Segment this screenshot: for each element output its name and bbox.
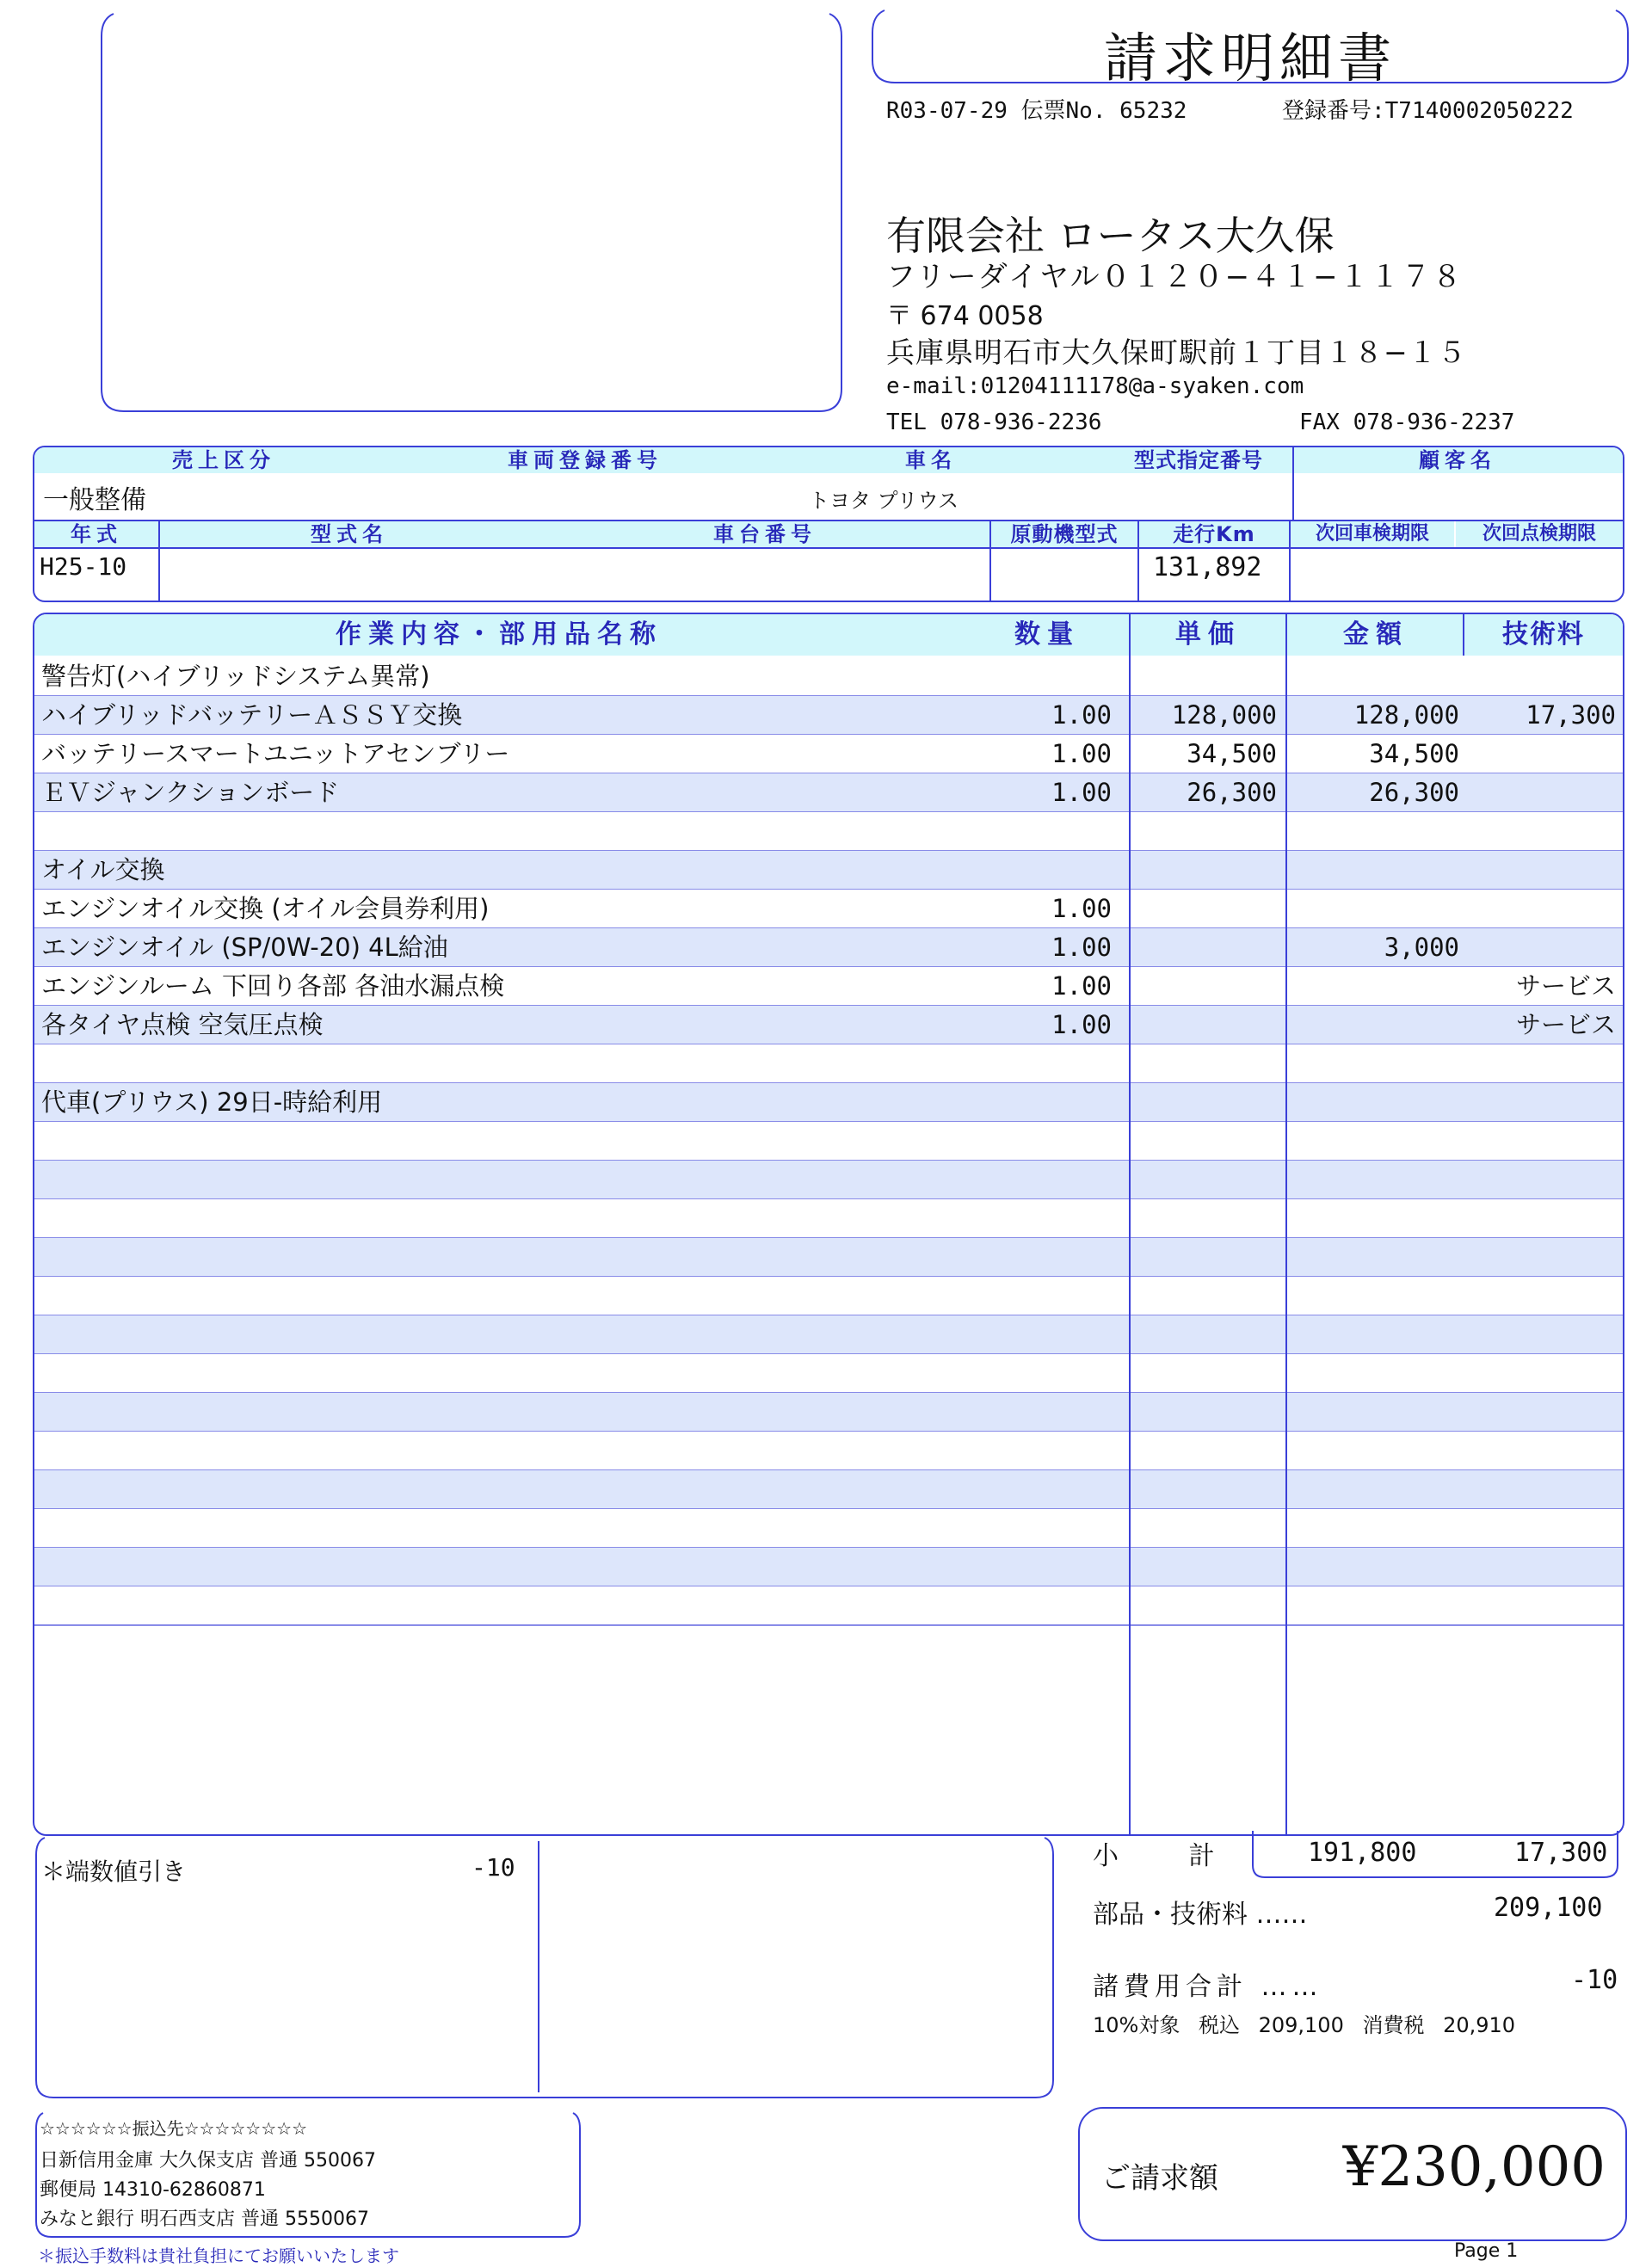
table-row xyxy=(34,773,1623,811)
col-header-unit: 単価 xyxy=(1131,614,1285,656)
row-qty: 1.00 xyxy=(1051,1010,1112,1039)
row-qty xyxy=(964,657,1112,695)
misc-total-label: 諸費用合計 …… xyxy=(1093,1972,1323,2002)
table-row xyxy=(34,812,1623,850)
row-tech-fee: サービス xyxy=(1515,1010,1616,1039)
row-amount xyxy=(1287,1006,1459,1044)
adjust-value: -10 xyxy=(472,1853,515,1882)
row-desc xyxy=(41,1044,953,1082)
row-unit-price xyxy=(1131,812,1277,850)
row-tech-fee xyxy=(1464,928,1616,966)
row-unit-price xyxy=(1131,851,1277,889)
table-row xyxy=(34,735,1623,773)
row-desc: バッテリースマートユニットアセンブリー xyxy=(41,739,510,768)
row-unit-price xyxy=(1131,890,1277,927)
company-address: 兵庫県明石市大久保町駅前１丁目１８−１５ xyxy=(886,336,1467,369)
row-qty xyxy=(964,851,1112,889)
row-qty xyxy=(964,812,1112,850)
header-customer: 顧客名 xyxy=(1292,447,1623,473)
header-next-inspect: 次回車検期限 xyxy=(1291,521,1454,547)
table-row xyxy=(34,1083,1623,1121)
row-desc: 警告灯(ハイブリッドシステム異常) xyxy=(41,662,430,691)
bank-line-1: 日新信用金庫 大久保支店 普通 550067 xyxy=(40,2150,376,2172)
row-amount: 3,000 xyxy=(1384,933,1459,962)
row-qty xyxy=(964,1044,1112,1082)
document-title: 請求明細書 xyxy=(1103,27,1396,89)
row-tech-fee xyxy=(1464,1083,1616,1121)
header-reg-no: 車両登録番号 xyxy=(413,447,757,473)
table-row xyxy=(34,1393,1623,1431)
row-tech-fee xyxy=(1464,812,1616,850)
row-qty: 1.00 xyxy=(1051,933,1112,962)
value-category: 一般整備 xyxy=(43,485,146,515)
row-tech-fee xyxy=(1464,890,1616,927)
freedial: フリーダイヤル０１２０−４１−１１７８ xyxy=(886,260,1464,294)
bank-box xyxy=(33,2110,583,2240)
row-amount xyxy=(1287,657,1459,695)
subtotal-box xyxy=(1251,1831,1619,1881)
value-year: H25-10 xyxy=(40,552,127,581)
page-number: Page 1 xyxy=(1454,2240,1519,2262)
table-row xyxy=(34,1586,1623,1624)
table-row xyxy=(34,890,1623,927)
row-amount: 128,000 xyxy=(1353,700,1459,730)
row-tech-fee xyxy=(1464,773,1616,811)
row-desc: エンジンオイル交換 (オイル会員券利用) xyxy=(41,894,490,923)
row-unit-price xyxy=(1131,657,1277,695)
table-row xyxy=(34,1238,1623,1276)
row-desc: エンジンルーム 下回り各部 各油水漏点検 xyxy=(41,971,505,1001)
table-row xyxy=(34,1470,1623,1508)
table-row xyxy=(34,1006,1623,1044)
fax: FAX 078-936-2237 xyxy=(1299,410,1515,435)
row-tech-fee xyxy=(1464,735,1616,773)
row-qty: 1.00 xyxy=(1051,739,1112,768)
table-row xyxy=(34,1432,1623,1469)
row-qty: 1.00 xyxy=(1051,894,1112,923)
adjustment-box xyxy=(33,1834,1057,2101)
col-header-amount: 金額 xyxy=(1287,614,1464,656)
header-mileage: 走行Km xyxy=(1139,521,1289,547)
value-car-name: トヨタ プリウス xyxy=(809,489,959,513)
subtotal-tech: 17,300 xyxy=(1514,1838,1608,1868)
vehicle-info-box xyxy=(33,446,1624,602)
row-desc: エンジンオイル (SP/0W-20) 4L給油 xyxy=(41,933,448,962)
table-row xyxy=(34,1277,1623,1315)
row-amount xyxy=(1287,967,1459,1005)
row-tech-fee: 17,300 xyxy=(1526,700,1616,730)
row-qty: 1.00 xyxy=(1051,778,1112,807)
row-unit-price xyxy=(1131,1006,1277,1044)
row-tech-fee xyxy=(1464,851,1616,889)
row-amount: 34,500 xyxy=(1369,739,1459,768)
table-row xyxy=(34,851,1623,889)
email: e-mail:01204111178@a-syaken.com xyxy=(886,373,1304,399)
bank-header: ☆☆☆☆☆☆振込先☆☆☆☆☆☆☆☆ xyxy=(40,2118,308,2139)
registration-number: 登録番号:T7140002050222 xyxy=(1282,98,1574,124)
grand-total-value: ¥230,000 xyxy=(1342,2135,1606,2199)
row-amount xyxy=(1287,1083,1459,1121)
parts-tech-value: 209,100 xyxy=(1494,1893,1603,1923)
header-type-no: 型式指定番号 xyxy=(1105,447,1292,473)
col-header-desc: 作業内容・部用品名称 xyxy=(34,614,964,656)
row-desc: 各タイヤ点検 空気圧点検 xyxy=(41,1010,324,1039)
row-amount: 26,300 xyxy=(1369,778,1459,807)
row-desc xyxy=(41,812,953,850)
table-row xyxy=(34,696,1623,734)
row-desc: オイル交換 xyxy=(41,855,165,884)
table-row xyxy=(34,1044,1623,1082)
table-row xyxy=(34,928,1623,966)
table-row xyxy=(34,1548,1623,1586)
grand-total-label: ご請求額 xyxy=(1101,2161,1218,2196)
tel: TEL 078-936-2236 xyxy=(886,410,1102,435)
parts-tech-label: 部品・技術料 …… xyxy=(1093,1900,1308,1930)
row-tech-fee xyxy=(1464,657,1616,695)
row-qty: 1.00 xyxy=(1051,971,1112,1001)
row-unit-price xyxy=(1131,967,1277,1005)
row-amount xyxy=(1287,1044,1459,1082)
row-unit-price xyxy=(1131,1044,1277,1082)
row-tech-fee xyxy=(1464,1044,1616,1082)
misc-total-value: -10 xyxy=(1571,1965,1618,1995)
bank-line-2: 郵便局 14310-62860871 xyxy=(40,2179,266,2201)
table-row xyxy=(34,1354,1623,1392)
row-desc: ハイブリッドバッテリーＡＳＳＹ交換 xyxy=(41,700,463,730)
work-items-table xyxy=(33,613,1624,1836)
row-desc: 代車(プリウス) 29日-時給利用 xyxy=(41,1087,383,1117)
header-next-check: 次回点検期限 xyxy=(1456,521,1623,547)
header-chassis: 車台番号 xyxy=(539,521,991,547)
bank-note: ＊振込手数料は貴社負担にてお願いいたします xyxy=(38,2245,399,2266)
row-unit-price: 26,300 xyxy=(1187,778,1277,807)
table-row xyxy=(34,1161,1623,1198)
header-year: 年式 xyxy=(34,521,158,547)
grand-total-box xyxy=(1077,2106,1630,2244)
row-amount xyxy=(1287,890,1459,927)
bank-line-3: みなと銀行 明石西支店 普通 5550067 xyxy=(40,2208,369,2230)
table-row xyxy=(34,1315,1623,1353)
table-row xyxy=(34,657,1623,695)
header-engine: 原動機型式 xyxy=(991,521,1137,547)
row-unit-price: 128,000 xyxy=(1171,700,1277,730)
row-unit-price xyxy=(1131,1083,1277,1121)
tax-line: 10%対象 税込 209,100 消費税 20,910 xyxy=(1093,2013,1516,2037)
col-header-qty: 数量 xyxy=(964,614,1131,656)
row-amount xyxy=(1287,851,1459,889)
row-unit-price: 34,500 xyxy=(1187,739,1277,768)
row-qty: 1.00 xyxy=(1051,700,1112,730)
title-box xyxy=(867,7,1633,89)
row-desc: ＥＶジャンクションボード xyxy=(41,778,340,807)
table-row xyxy=(34,1509,1623,1547)
row-qty xyxy=(964,1083,1112,1121)
value-mileage: 131,892 xyxy=(1153,552,1262,582)
header-car-name: 車名 xyxy=(757,447,1105,473)
table-row xyxy=(34,1199,1623,1237)
company-name: 有限会社 ロータス大久保 xyxy=(886,213,1335,259)
row-unit-price xyxy=(1131,928,1277,966)
subtotal-label: 小 計 xyxy=(1093,1841,1246,1871)
header-model: 型式名 xyxy=(160,521,539,547)
header-category: 売上区分 xyxy=(34,447,413,473)
address-window xyxy=(96,10,847,415)
table-row xyxy=(34,967,1623,1005)
postal-code: 〒 674 0058 xyxy=(886,301,1044,331)
row-amount xyxy=(1287,812,1459,850)
slip-info: R03-07-29 伝票No. 65232 xyxy=(886,98,1187,124)
table-row xyxy=(34,1122,1623,1160)
adjust-label: ＊端数値引き xyxy=(41,1857,187,1886)
col-header-tech: 技術料 xyxy=(1464,614,1623,656)
row-tech-fee: サービス xyxy=(1515,971,1616,1001)
subtotal-amount: 191,800 xyxy=(1308,1838,1417,1868)
